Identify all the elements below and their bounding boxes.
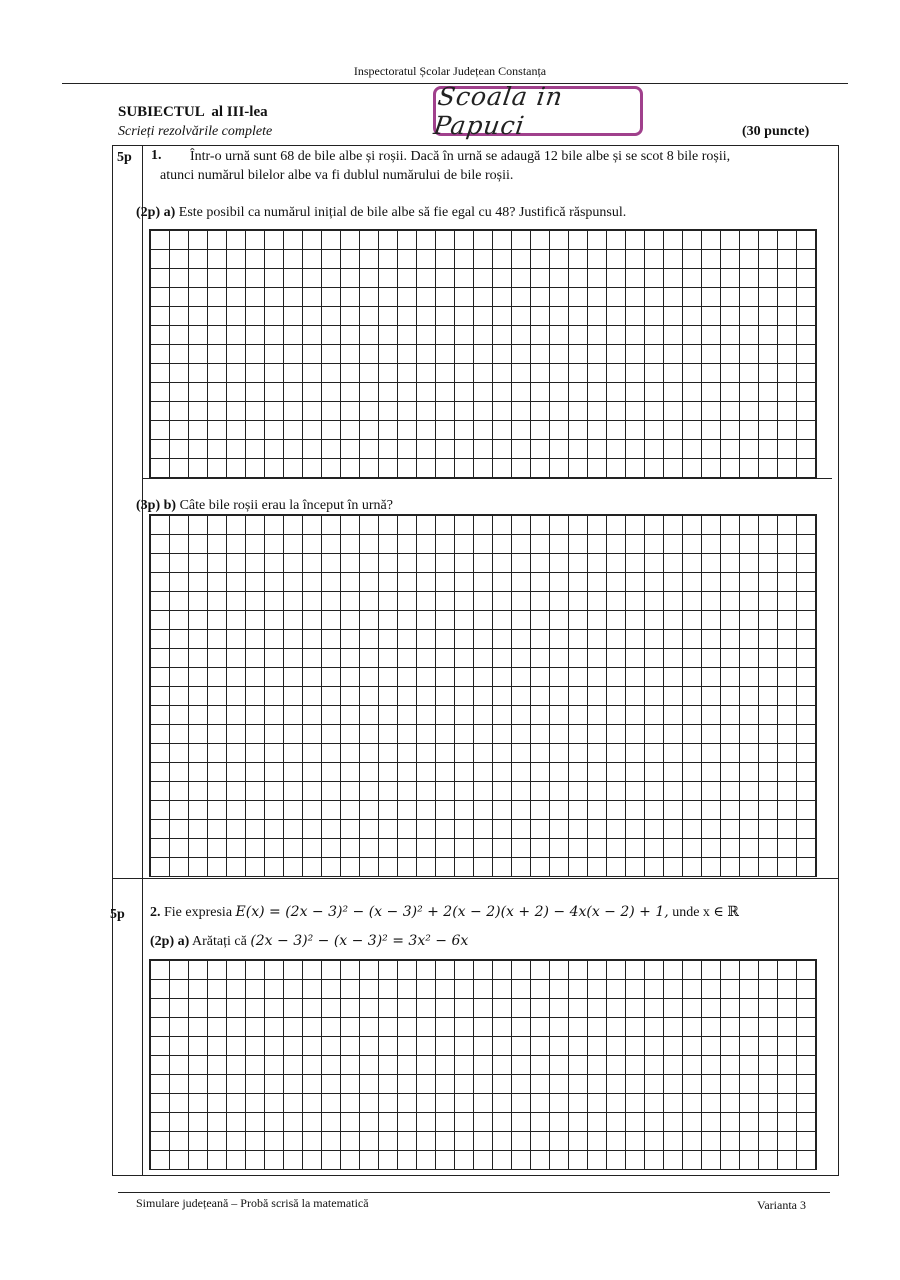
problem-2-number: 2. <box>150 905 161 920</box>
problem-1b-answer-grid[interactable] <box>149 514 817 877</box>
problem-1a-question <box>136 203 626 222</box>
problem-2a-label: (2p) a) <box>150 934 190 949</box>
problem-1-points: 5p <box>117 150 132 165</box>
logo-badge <box>431 82 643 140</box>
problem-2-points-column-divider <box>142 878 143 1176</box>
problem-2-points: 5p <box>110 907 125 922</box>
subject-title: SUBIECTUL al III-lea <box>118 104 268 120</box>
problem-2a-equation: (2x − 3)² − (x − 3)² = 3x² − 6x <box>250 933 469 949</box>
institution-header: Inspectoratul Școlar Județean Constanța <box>353 64 547 78</box>
problem-2a-question <box>150 932 468 951</box>
problem-2-statement <box>150 903 739 922</box>
logo-text: Scoala in Papuci <box>431 82 566 140</box>
footer-variant: Varianta 3 <box>757 1198 806 1212</box>
problem-2a-answer-grid[interactable] <box>149 959 817 1170</box>
problem-1-statement-line-1: Într-o urnă sunt 68 de bile albe și roșii. Dacă în urnă se adaugă 12 bile albe și se scot 8 bile roșii, <box>190 149 731 164</box>
problem-1a-separator <box>142 478 832 479</box>
problem-1-statement-line-2: atunci numărul bilelor albe va fi dublul numărului de bile roșii. <box>160 168 514 183</box>
problem-1a-answer-grid[interactable] <box>149 229 817 478</box>
problem-2a-prefix: Arătați că <box>192 934 247 949</box>
footer-rule <box>118 1192 830 1193</box>
problem-2-prefix: Fie expresia <box>164 905 233 920</box>
problem-1a-text: Este posibil ca numărul inițial de bile albe să fie egal cu 48? Justifică răspunsul. <box>178 205 627 220</box>
problem-1b-question <box>136 496 393 515</box>
problem-2-suffix: unde x ∈ ℝ <box>672 905 739 920</box>
footer-exam-name: Simulare județeană – Probă scrisă la matematică <box>136 1196 369 1210</box>
problem-1b-text: Câte bile roșii erau la început în urnă? <box>179 498 393 513</box>
problem-2-expression: E(x) = (2x − 3)² − (x − 3)² + 2(x − 2)(x + 2) − 4x(x − 2) + 1, <box>235 904 669 920</box>
problem-1a-label: (2p) a) <box>136 205 176 220</box>
problem-1-number: 1. <box>151 148 162 163</box>
problem-1b-label: (3p) b) <box>136 498 177 513</box>
subject-points: (30 puncte) <box>742 124 810 139</box>
subject-subtitle: Scrieți rezolvările complete <box>118 124 273 139</box>
